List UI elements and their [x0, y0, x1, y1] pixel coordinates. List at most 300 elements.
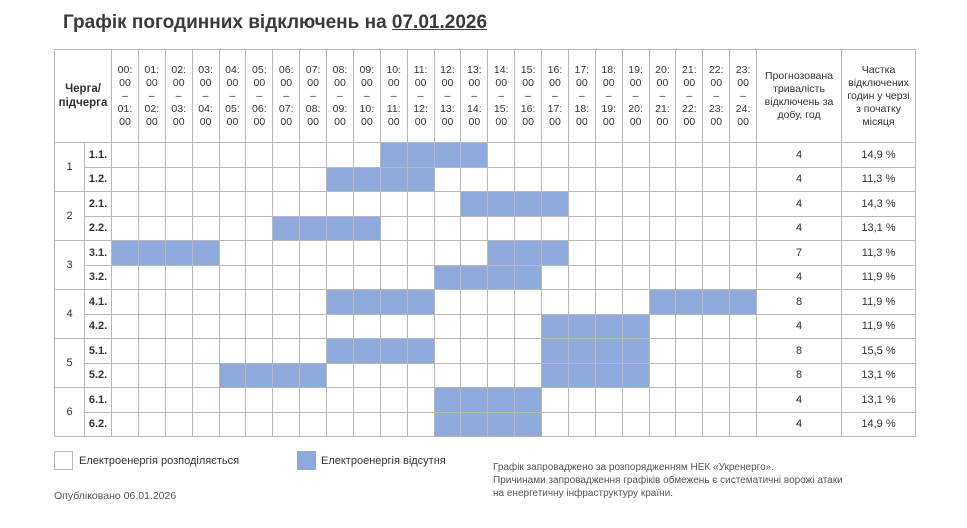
share-header-line: з початку [856, 102, 901, 115]
hour-cell-power-on [138, 363, 165, 388]
table-row [55, 216, 916, 241]
hour-cell-power-on [461, 290, 488, 315]
hour-header-line: 00 [602, 76, 615, 89]
hour-cell-power-on [273, 388, 300, 413]
table-row [55, 388, 916, 413]
hour-cell-power-on [273, 167, 300, 192]
hour-cell-power-on [595, 143, 622, 168]
hour-cell-power-on [622, 412, 649, 437]
share-value: 14,9 % [842, 143, 916, 168]
duration-value: 8 [757, 363, 842, 388]
hour-cell-power-on [515, 339, 542, 364]
hour-cell-power-off [595, 363, 622, 388]
hour-header-line: 10: [359, 102, 375, 115]
hour-cell-power-on [138, 265, 165, 290]
share-header [842, 50, 916, 143]
table-row [55, 339, 916, 364]
duration-value: 4 [757, 265, 842, 290]
hour-header-line: 06: [252, 102, 267, 115]
hour-cell-power-on [730, 412, 757, 437]
hour-cell-power-on [542, 290, 569, 315]
hour-header-line: 12: [440, 63, 455, 76]
hour-header-line: – [122, 89, 128, 102]
hour-header-line: – [578, 89, 585, 102]
hour-cell-power-on [568, 167, 595, 192]
hour-cell-power-on [703, 265, 730, 290]
hour-cell-power-off [138, 241, 165, 266]
share-value: 13,1 % [842, 363, 916, 388]
hour-cell-power-on [703, 192, 730, 217]
hour-cell-power-off [380, 339, 407, 364]
hour-header-line: – [229, 89, 236, 102]
hour-header-line: – [363, 89, 370, 102]
hour-cell-power-on [300, 241, 327, 266]
hour-header [353, 50, 380, 143]
hour-cell-power-on [568, 265, 595, 290]
hour-cell-power-off [542, 314, 569, 339]
hour-header-line: 08: [305, 102, 321, 115]
hour-cell-power-on [407, 412, 434, 437]
hour-cell-power-on [542, 143, 569, 168]
hour-cell-power-on [461, 216, 488, 241]
hour-header [649, 50, 676, 143]
share-value: 13,1 % [842, 216, 916, 241]
hour-cell-power-on [138, 412, 165, 437]
hour-header [165, 50, 192, 143]
hour-cell-power-on [300, 167, 327, 192]
hour-cell-power-off [353, 167, 380, 192]
title-prefix: Графік погодинних відключень на [63, 12, 387, 33]
hour-cell-power-on [434, 241, 461, 266]
hour-header [300, 50, 327, 143]
share-value: 15,5 % [842, 339, 916, 364]
hour-cell-power-on [327, 388, 354, 413]
queue-header-line: підчерга [58, 97, 108, 109]
duration-value: 4 [757, 412, 842, 437]
hour-cell-power-on [649, 314, 676, 339]
hour-header-line: 00 [602, 115, 615, 128]
hour-header-line: – [444, 89, 451, 102]
hour-header-line: 09: [332, 102, 348, 115]
hour-header-line: 11: [386, 102, 401, 115]
hour-header-line: 00 [468, 76, 481, 89]
hour-cell-power-off [407, 167, 434, 192]
note-line: на енергетичну інфраструктуру країни. [493, 488, 673, 499]
hour-header [542, 50, 569, 143]
subqueue-label: 6.2. [85, 412, 112, 437]
hour-header-line: 18: [601, 63, 616, 76]
hour-header-line: 02: [171, 63, 186, 76]
hour-header-line: 00 [495, 115, 508, 128]
hour-header-line: 10: [386, 63, 401, 76]
hour-cell-power-on [434, 314, 461, 339]
hour-cell-power-off [192, 241, 219, 266]
hour-cell-power-off [542, 339, 569, 364]
published-date: Опубліковано 06.01.2026 [54, 490, 177, 502]
hour-cell-power-on [353, 143, 380, 168]
hour-header-line: 20: [655, 63, 670, 76]
share-value: 11,9 % [842, 314, 916, 339]
hour-header-line: 02: [144, 102, 160, 115]
hour-header-line: 00 [549, 115, 561, 128]
hour-cell-power-on [568, 192, 595, 217]
hour-cell-power-on [112, 192, 139, 217]
hour-cell-power-on [138, 143, 165, 168]
share-value: 11,9 % [842, 265, 916, 290]
hour-cell-power-on [327, 192, 354, 217]
hour-cell-power-on [380, 314, 407, 339]
hour-header-line: 00 [280, 76, 293, 89]
hour-cell-power-on [246, 339, 273, 364]
hour-cell-power-on [434, 363, 461, 388]
hour-cell-power-on [112, 216, 139, 241]
subqueue-label: 6.1. [85, 388, 112, 413]
outage-schedule-table [54, 49, 916, 437]
hour-header-line: 00 [360, 115, 373, 128]
hour-header-line: 00 [360, 76, 373, 89]
hour-cell-power-on [273, 192, 300, 217]
share-value: 14,9 % [842, 412, 916, 437]
hour-cell-power-on [165, 216, 192, 241]
hour-header-line: 21: [682, 63, 697, 76]
hour-cell-power-off [703, 290, 730, 315]
hour-cell-power-on [219, 412, 246, 437]
hour-cell-power-off [488, 192, 515, 217]
hour-header-line: 00 [495, 76, 508, 89]
subqueue-label: 2.1. [85, 192, 112, 217]
hour-header-line: – [202, 89, 209, 102]
hour-cell-power-on [515, 216, 542, 241]
hour-cell-power-on [300, 412, 327, 437]
hour-cell-power-on [165, 388, 192, 413]
hour-cell-power-off [327, 290, 354, 315]
hour-cell-power-off [273, 216, 300, 241]
hour-cell-power-on [730, 241, 757, 266]
hour-cell-power-on [434, 167, 461, 192]
hour-cell-power-on [515, 143, 542, 168]
hour-cell-power-on [703, 314, 730, 339]
hour-header-line: 07: [278, 102, 294, 115]
hour-cell-power-on [327, 314, 354, 339]
hour-cell-power-on [192, 388, 219, 413]
hour-cell-power-on [219, 241, 246, 266]
hour-header [246, 50, 273, 143]
hour-cell-power-on [461, 363, 488, 388]
hour-header-line: – [686, 89, 693, 102]
hour-header-line: 22: [682, 102, 697, 115]
hour-cell-power-on [676, 167, 703, 192]
hour-header-line: 00 [280, 115, 293, 128]
hour-header [273, 50, 300, 143]
hour-cell-power-off [488, 265, 515, 290]
hour-cell-power-on [488, 314, 515, 339]
hour-cell-power-on [622, 167, 649, 192]
hour-cell-power-on [165, 339, 192, 364]
hour-cell-power-on [595, 265, 622, 290]
hour-cell-power-on [730, 314, 757, 339]
hour-cell-power-on [380, 363, 407, 388]
hour-header [434, 50, 461, 143]
hour-cell-power-off [542, 192, 569, 217]
hour-cell-power-on [246, 143, 273, 168]
hour-cell-power-on [327, 143, 354, 168]
hour-header-line: 00 [387, 115, 400, 128]
hour-cell-power-on [327, 265, 354, 290]
hour-cell-power-on [703, 339, 730, 364]
hour-cell-power-on [568, 388, 595, 413]
share-value: 11,3 % [842, 167, 916, 192]
hour-header-line: – [283, 89, 290, 102]
hour-header [568, 50, 595, 143]
queue-header-line: Черга/ [65, 83, 101, 95]
hour-header-line: 00 [522, 76, 534, 89]
hour-header-line: 17: [547, 102, 563, 115]
duration-header [757, 50, 842, 143]
hour-cell-power-off [219, 363, 246, 388]
hour-cell-power-on [461, 167, 488, 192]
hour-cell-power-on [649, 339, 676, 364]
hour-cell-power-off [353, 216, 380, 241]
hour-header-line: 16: [520, 102, 536, 115]
hour-cell-power-on [219, 192, 246, 217]
hour-header-line: 01: [144, 63, 160, 76]
hour-header-line: 00 [549, 76, 561, 89]
hour-header-line: 00 [253, 76, 266, 89]
hour-cell-power-on [407, 363, 434, 388]
hour-cell-power-on [219, 143, 246, 168]
hour-header-line: 23: [735, 63, 751, 76]
share-value: 11,3 % [842, 241, 916, 266]
queue-header [55, 50, 112, 143]
hour-cell-power-on [461, 314, 488, 339]
hour-cell-power-on [703, 412, 730, 437]
table-row [55, 363, 916, 388]
hour-cell-power-off [595, 339, 622, 364]
hour-header-line: 00 [441, 115, 454, 128]
hour-cell-power-on [649, 143, 676, 168]
hour-header-line: 00 [710, 76, 723, 89]
hour-cell-power-on [219, 339, 246, 364]
hour-cell-power-on [407, 241, 434, 266]
hour-header-line: 13: [467, 63, 482, 76]
hour-header-line: 00 [656, 115, 669, 128]
hour-cell-power-off [595, 314, 622, 339]
hour-cell-power-on [730, 388, 757, 413]
hour-cell-power-on [327, 412, 354, 437]
hour-cell-power-off [649, 290, 676, 315]
hour-header-line: 18: [574, 102, 590, 115]
hour-cell-power-on [407, 216, 434, 241]
hour-cell-power-on [434, 339, 461, 364]
share-header-line: відключених [848, 76, 909, 89]
duration-value: 4 [757, 192, 842, 217]
hour-cell-power-on [353, 363, 380, 388]
hour-cell-power-on [112, 314, 139, 339]
hour-cell-power-off [622, 339, 649, 364]
hour-cell-power-off [407, 339, 434, 364]
hour-cell-power-on [676, 216, 703, 241]
hour-header-line: 00 [119, 76, 131, 89]
hour-cell-power-on [300, 192, 327, 217]
hour-cell-power-on [380, 241, 407, 266]
hour-header-line: – [659, 89, 666, 102]
hour-cell-power-on [273, 314, 300, 339]
hour-cell-power-off [434, 143, 461, 168]
legend-power-on-swatch [54, 451, 73, 470]
hour-cell-power-on [165, 192, 192, 217]
hour-header-line: 06: [278, 63, 294, 76]
hour-cell-power-on [703, 363, 730, 388]
hour-cell-power-on [703, 241, 730, 266]
share-header-line: Частка [861, 63, 896, 76]
subqueue-label: 2.2. [85, 216, 112, 241]
hour-cell-power-on [407, 314, 434, 339]
hour-cell-power-on [192, 143, 219, 168]
hour-header-line: 07: [305, 63, 321, 76]
table-body [55, 143, 916, 437]
hour-cell-power-off [488, 388, 515, 413]
hour-cell-power-on [246, 290, 273, 315]
hour-header-line: – [740, 89, 746, 102]
hour-cell-power-off [676, 290, 703, 315]
hour-cell-power-on [649, 265, 676, 290]
hour-cell-power-off [568, 363, 595, 388]
hour-cell-power-off [515, 192, 542, 217]
hour-header-line: – [471, 89, 478, 102]
hour-cell-power-off [434, 388, 461, 413]
hour-header-line: 14: [467, 102, 482, 115]
hour-header [380, 50, 407, 143]
hour-cell-power-on [273, 265, 300, 290]
hour-cell-power-off [515, 265, 542, 290]
share-value: 11,9 % [842, 290, 916, 315]
hour-header-line: – [605, 89, 612, 102]
hour-cell-power-on [568, 216, 595, 241]
hour-cell-power-on [622, 192, 649, 217]
hour-cell-power-on [138, 167, 165, 192]
hour-cell-power-on [407, 388, 434, 413]
hour-header-line: 00 [172, 115, 185, 128]
hour-cell-power-on [434, 290, 461, 315]
hour-cell-power-on [515, 314, 542, 339]
hour-header-line: – [552, 89, 558, 102]
hour-header-line: 19: [601, 102, 616, 115]
hour-cell-power-off [515, 412, 542, 437]
hour-header-line: 23: [708, 102, 724, 115]
hour-cell-power-off [407, 143, 434, 168]
duration-header-line: відключень за [764, 96, 834, 108]
hour-cell-power-on [380, 412, 407, 437]
hour-header [138, 50, 165, 143]
hour-cell-power-on [676, 339, 703, 364]
hour-cell-power-on [165, 167, 192, 192]
hour-cell-power-on [649, 388, 676, 413]
hour-cell-power-on [488, 167, 515, 192]
hour-cell-power-on [327, 241, 354, 266]
hour-header-line: 00 [172, 76, 185, 89]
hour-cell-power-on [380, 192, 407, 217]
hour-cell-power-on [595, 388, 622, 413]
hour-cell-power-on [595, 290, 622, 315]
hour-header [730, 50, 757, 143]
queue-number: 1 [55, 143, 85, 192]
hour-header-line: 00 [199, 76, 212, 89]
hour-cell-power-on [219, 314, 246, 339]
hour-header-line: – [632, 89, 639, 102]
hour-header-line: 04: [225, 63, 240, 76]
hour-header-line: 00 [656, 76, 669, 89]
hour-cell-power-on [138, 290, 165, 315]
hour-cell-power-off [730, 290, 757, 315]
hour-cell-power-on [676, 241, 703, 266]
hour-header-line: 00 [199, 115, 212, 128]
legend-power-off-swatch [297, 451, 316, 470]
hour-header [219, 50, 246, 143]
hour-header-line: – [337, 89, 343, 102]
hour-header-line: 01: [117, 102, 133, 115]
subqueue-label: 3.1. [85, 241, 112, 266]
hour-header-line: 00 [414, 76, 427, 89]
hour-cell-power-on [138, 314, 165, 339]
hour-header-line: 00 [119, 115, 131, 128]
header-row [55, 50, 916, 143]
hour-cell-power-on [515, 290, 542, 315]
hour-header-line: 00 [145, 115, 158, 128]
hour-cell-power-off [353, 290, 380, 315]
hour-header [488, 50, 515, 143]
hour-cell-power-off [568, 339, 595, 364]
hour-cell-power-on [112, 143, 139, 168]
hour-header-line: 00 [737, 115, 749, 128]
hour-cell-power-on [246, 412, 273, 437]
hour-header-line: 00 [307, 115, 319, 128]
hour-header-line: 22: [708, 63, 724, 76]
hour-cell-power-on [165, 412, 192, 437]
hour-cell-power-on [622, 143, 649, 168]
hour-cell-power-on [273, 143, 300, 168]
hour-cell-power-on [542, 265, 569, 290]
table-row [55, 290, 916, 315]
hour-header-line: 05: [252, 63, 267, 76]
hour-cell-power-on [192, 314, 219, 339]
hour-cell-power-on [380, 216, 407, 241]
hour-header-line: – [713, 89, 720, 102]
hour-header-line: 00 [334, 115, 346, 128]
hour-cell-power-off [300, 363, 327, 388]
hour-header-line: – [390, 89, 397, 102]
hour-cell-power-on [300, 314, 327, 339]
hour-header-line: 11: [413, 63, 428, 76]
hour-cell-power-off [273, 363, 300, 388]
hour-cell-power-on [488, 363, 515, 388]
table-row [55, 412, 916, 437]
hour-header-line: 12: [413, 102, 428, 115]
table-row [55, 241, 916, 266]
hour-cell-power-on [703, 388, 730, 413]
title-date: 07.01.2026 [391, 12, 488, 33]
hour-header-line: 00 [575, 115, 588, 128]
hour-cell-power-on [568, 143, 595, 168]
hour-cell-power-on [219, 388, 246, 413]
hour-cell-power-on [622, 388, 649, 413]
hour-cell-power-on [676, 143, 703, 168]
table-row [55, 192, 916, 217]
duration-value: 4 [757, 216, 842, 241]
hour-header-line: – [148, 89, 155, 102]
hour-header-line: 15: [520, 63, 536, 76]
hour-cell-power-on [353, 192, 380, 217]
hour-header [112, 50, 139, 143]
